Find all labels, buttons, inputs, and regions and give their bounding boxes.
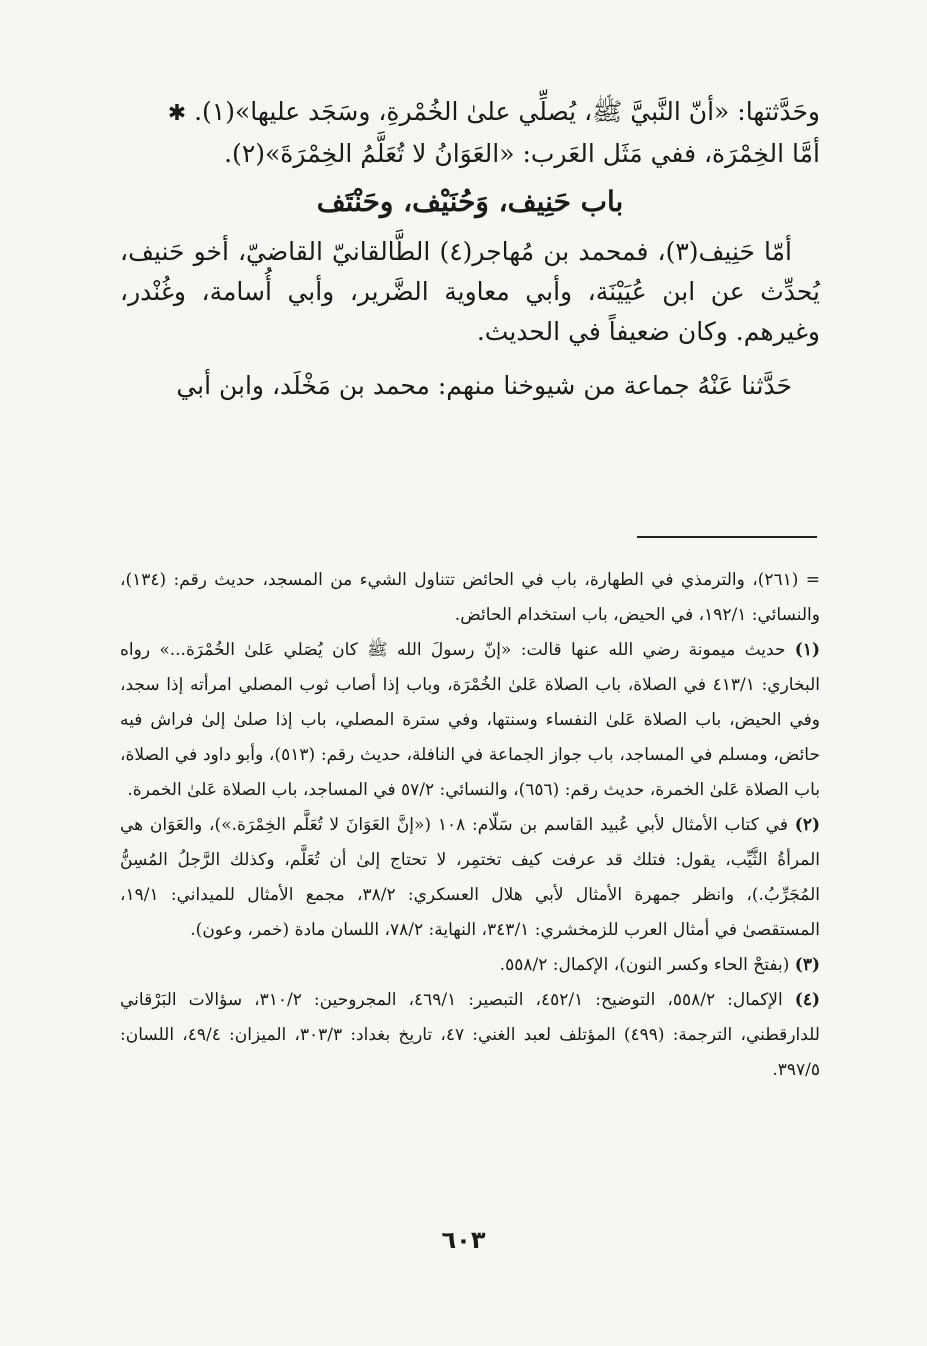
- paragraph-1: [120, 92, 820, 134]
- footnote-divider: [637, 536, 817, 538]
- footnote-4-text: الإكمال: ٥٥٨/٢، التوضيح: ٤٥٢/١، التبصير: ٤٦٩/١، المجروحين: ٣١٠/٢، سؤالات البَرْقاني للدارقطني، الترجمة: (٤٩٩) المؤتلف لعبد الغني: ٤٧، تاريخ بغداد: ٣٠٣/٣، الميزان: ٤٩/٤، اللسان: ٣٩٧/٥.: [120, 990, 820, 1080]
- footnote-2-number: (٢): [794, 815, 820, 835]
- footnote-continuation: = (٢٦١)، والترمذي في الطهارة، باب في الحائض تتناول الشيء من المسجد، حديث رقم: (١٣٤)، والنسائي: ١٩٢/١، في الحيض، باب استخدام الحائض.: [120, 570, 820, 625]
- paragraph-2: أمَّا الخِمْرَة، ففي مَثَل العَرب: «العَوَانُ لا تُعَلَّمُ الخِمْرَةَ»(٢).: [224, 139, 820, 168]
- asterisk-mark: ✱: [167, 101, 187, 126]
- page-number: ٦٠٣: [441, 1226, 486, 1254]
- paragraph-3: أمّا حَنِيف(٣)، فمحمد بن مُهاجر(٤) الطَّالقانيّ القاضيّ، أخو حَنيف، يُحدِّث عن ابن عُيَيْنَة، وأبي معاوية الضَّرير، وأبي أُسامة، وغُنْدر، وغيرهم. وكان ضعيفاً في الحديث.: [120, 237, 820, 346]
- main-text: [120, 92, 820, 406]
- paragraph-1-text: وحَدَّثتها: «أنّ النَّبيَّ ﷺ، يُصلِّي علىٰ الخُمْرةِ، وسَجَد عليها»(١).: [194, 97, 820, 126]
- footnote-1: [120, 633, 820, 808]
- paragraph-4: حَدَّثنا عَنْهُ جماعة من شيوخنا منهم: محمد بن مَخْلَد، وابن أبي: [176, 371, 792, 400]
- footnote-1-text: حديث ميمونة رضي الله عنها قالت: «إنّ رسولَ الله ﷺ كان يُصَلي عَلىٰ الخُمْرَة...» رواه البخاري: ٤١٣/١ في الصلاة، باب الصلاة عَلىٰ الخُمْرَة، وباب إذا أصاب ثوب المصلي امرأته إذا سجد، وفي الحيض، باب الصلاة عَلىٰ النفساء وسنتها، وفي سترة المصلي، باب إذا صلىٰ إلىٰ فراش فيه حائض، ومسلم في المساجد، باب جواز الجماعة في النافلة، حديث رقم: (٥١٣)، وأبو داود في الصلاة، باب الصلاة عَلىٰ الخمرة، حديث رقم: (٦٥٦)، والنسائي: ٥٧/٢ في المساجد، باب الصلاة عَلىٰ الخمرة.: [120, 640, 821, 800]
- section-heading: باب حَنِيف، وَحُنَيْف، وحَنْتَف: [316, 185, 624, 218]
- footnote-2: [120, 808, 820, 948]
- footnote-4: [120, 983, 820, 1088]
- footnote-3: [120, 948, 820, 983]
- footnote-3-number: (٣): [794, 955, 820, 975]
- footnote-1-number: (١): [794, 640, 821, 660]
- footnote-3-text: (بفتحْ الحاء وكسر النون)، الإكمال: ٥٥٨/٢.: [499, 955, 790, 975]
- footnotes: [120, 563, 820, 1088]
- footnote-2-text: في كتاب الأمثال لأبي عُبيد القاسم بن سَلّام: ١٠٨ («إنَّ العَوَانَ لا تُعَلَّم الخِمْرَة.»)، والعَوَان هي المرأةُ الثَّيِّب، يقول: فتلك قد عرفت كيف تختمِر، لا تحتاج إلىٰ أن تُعَلَّم، وكذلك الرَّجلُ المُسِنُّ المُجَرِّبُ.)، وانظر جمهرة الأمثال لأبي هلال العسكري: ٣٨/٢، مجمع الأمثال للميداني: ١٩/١، المستقصىٰ في أمثال العرب للزمخشري: ٣٤٣/١، النهاية: ٧٨/٢، اللسان مادة (خمر، وعون).: [120, 815, 820, 940]
- footnote-4-number: (٤): [794, 990, 820, 1010]
